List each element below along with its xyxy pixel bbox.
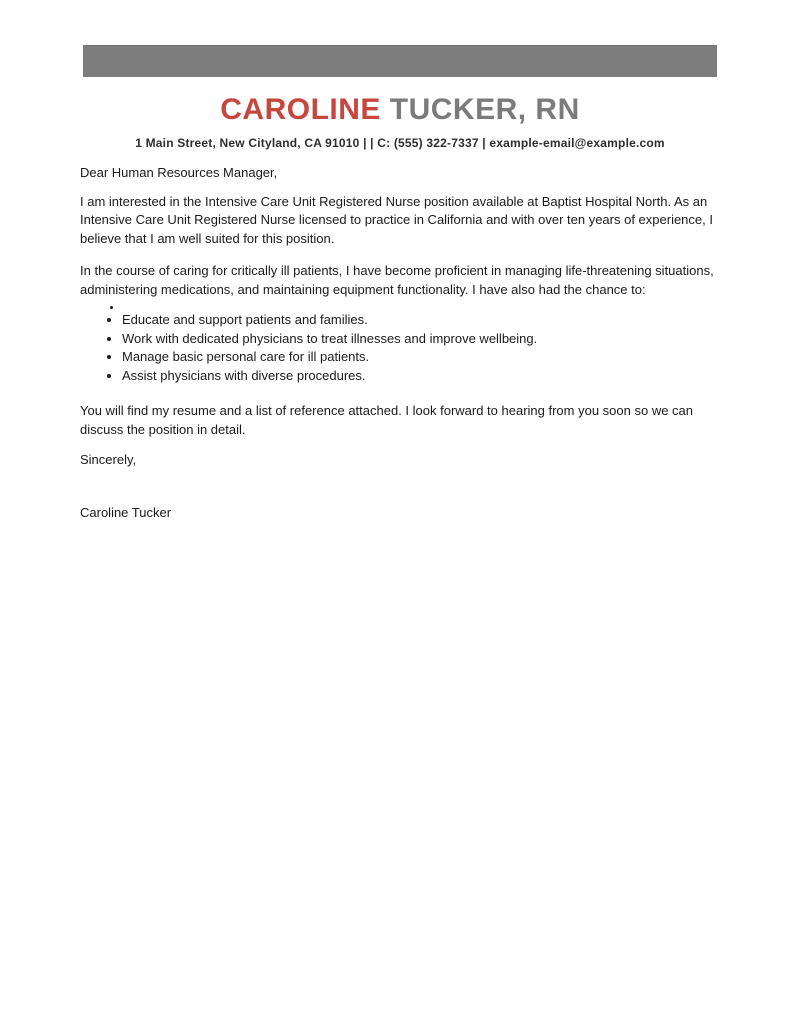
name-first: CAROLINE <box>220 93 381 126</box>
list-item: • Educate and support patients and families. <box>122 311 717 330</box>
signoff: Sincerely, <box>80 452 137 467</box>
signature: Caroline Tucker <box>80 504 172 520</box>
duties-list <box>80 299 717 385</box>
list-item: • Manage basic personal care for ill patients. <box>122 348 717 367</box>
contact-line: 1 Main Street, New Cityland, CA 91010 | | C: (555) 322-7337 | example-email@example.com <box>135 136 665 150</box>
letter-body <box>80 164 717 522</box>
list-item: • Work with dedicated physicians to treat illnesses and improve wellbeing. <box>122 330 717 349</box>
paragraph-closing: You will find my resume and a list of reference attached. I look forward to hearing from you soon so we can discuss the position in detail. <box>80 403 694 437</box>
list-item: • Assist physicians with diverse procedures. <box>122 367 717 386</box>
header-bar <box>83 45 717 77</box>
name-space <box>381 93 390 126</box>
paragraph-experience: In the course of caring for critically ill patients, I have become proficient in managing life-threatening situations, administering medications, and maintaining equipment functionality. I have also had the chance to: <box>80 263 714 297</box>
list-item-empty <box>122 299 717 311</box>
letter-header <box>0 93 800 150</box>
name-rest: TUCKER, RN <box>389 93 580 126</box>
page-title <box>0 93 800 127</box>
paragraph-intro: I am interested in the Intensive Care Unit Registered Nurse position available at Baptist Hospital North. As an Intensive Care Unit Registered Nurse licensed to practice in California and with over ten years of experience, I believe that I am well suited for this position. <box>80 193 713 246</box>
salutation: Dear Human Resources Manager, <box>80 165 278 180</box>
